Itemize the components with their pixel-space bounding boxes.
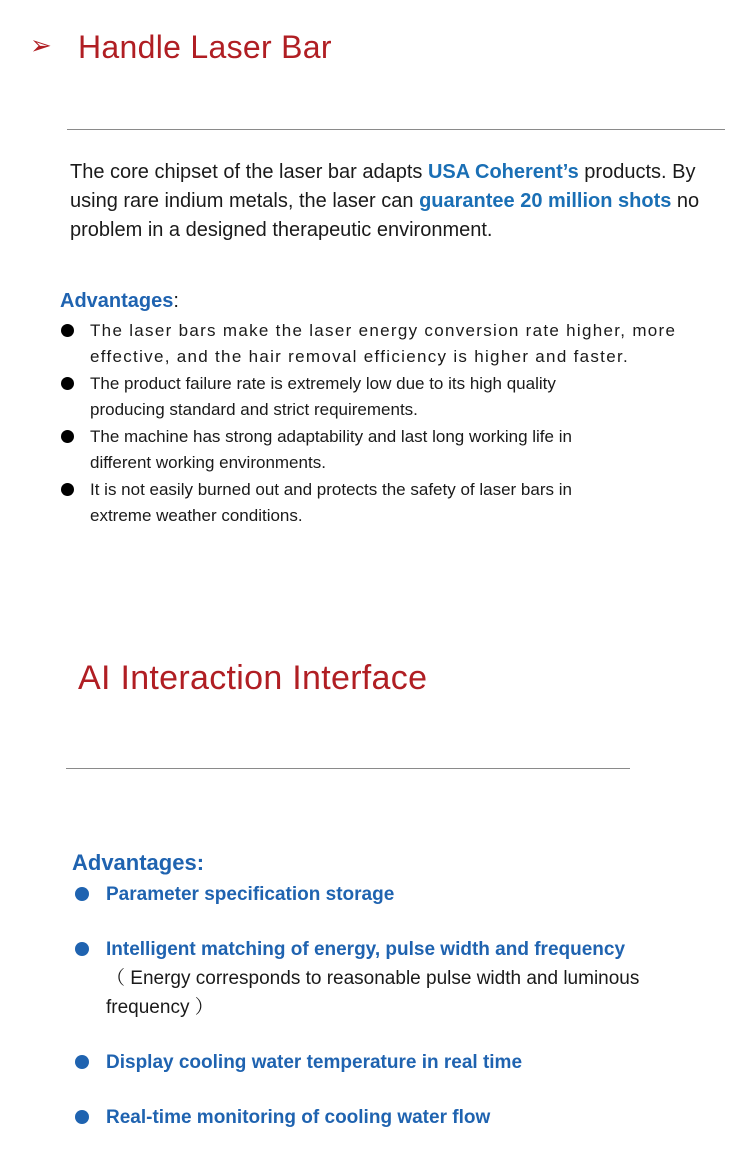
- divider-rule: [66, 768, 630, 769]
- list-item: [72, 880, 672, 909]
- intro-highlight-coherent: USA Coherent’s: [427, 161, 579, 183]
- list-item-bold: Real-time monitoring of cooling water flow: [106, 1107, 491, 1128]
- divider-rule: [67, 129, 725, 130]
- bullet-dot-icon: [61, 483, 74, 496]
- advantages-heading: Advantages:: [72, 850, 205, 875]
- bullet-dot-icon: [61, 430, 74, 443]
- intro-text: The core chipset of the laser bar adapts: [70, 161, 428, 183]
- list-item-note: （ Energy corresponds to reasonable pulse width and luminous frequency ）: [106, 968, 640, 1018]
- list-item-text: The machine has strong adaptability and last long working life in different working environments.: [90, 427, 572, 472]
- advantages-label: Advantages: [60, 290, 174, 312]
- list-item: [60, 318, 740, 369]
- bullet-dot-icon: [75, 1110, 89, 1124]
- intro-paragraph: [70, 158, 740, 245]
- bullet-dot-icon: [75, 942, 89, 956]
- bullet-dot-icon: [61, 377, 74, 390]
- list-item-bold: Intelligent matching of energy, pulse width and frequency: [106, 939, 626, 960]
- list-item: [60, 477, 740, 528]
- advantages-heading: [60, 290, 179, 313]
- list-item-bold: Display cooling water temperature in real time: [106, 1052, 523, 1073]
- intro-highlight-guarantee: guarantee 20 million shots: [419, 190, 672, 212]
- bullet-dot-icon: [61, 324, 74, 337]
- list-item: [72, 935, 646, 1022]
- list-item-text: The product failure rate is extremely low due to its high quality producing standard and strict requirements.: [90, 374, 556, 419]
- list-item-bold: Parameter specification storage: [106, 884, 395, 905]
- list-item: [60, 424, 740, 475]
- section-title-ai-interface: AI Interaction Interface: [78, 659, 428, 697]
- arrow-bullet-icon: ➢: [30, 30, 52, 60]
- advantages-colon: :: [173, 290, 179, 312]
- list-item-text: The laser bars make the laser energy conversion rate higher, more effective, and the hair removal efficiency is higher and faster.: [90, 321, 677, 366]
- list-item: [72, 1103, 672, 1132]
- list-item: [72, 1048, 672, 1077]
- intro-text: no problem in a designed therapeutic environment.: [70, 190, 700, 241]
- list-item: [60, 371, 740, 422]
- intro-text: products. By using rare indium metals, the laser can: [70, 161, 696, 212]
- bullet-dot-icon: [75, 1055, 89, 1069]
- section-title-handle-laser-bar: Handle Laser Bar: [78, 29, 332, 65]
- list-item-text: It is not easily burned out and protects the safety of laser bars in extreme weather conditions.: [90, 480, 572, 525]
- ai-advantages-list: [72, 880, 672, 1158]
- advantages-list: [60, 318, 740, 530]
- bullet-dot-icon: [75, 887, 89, 901]
